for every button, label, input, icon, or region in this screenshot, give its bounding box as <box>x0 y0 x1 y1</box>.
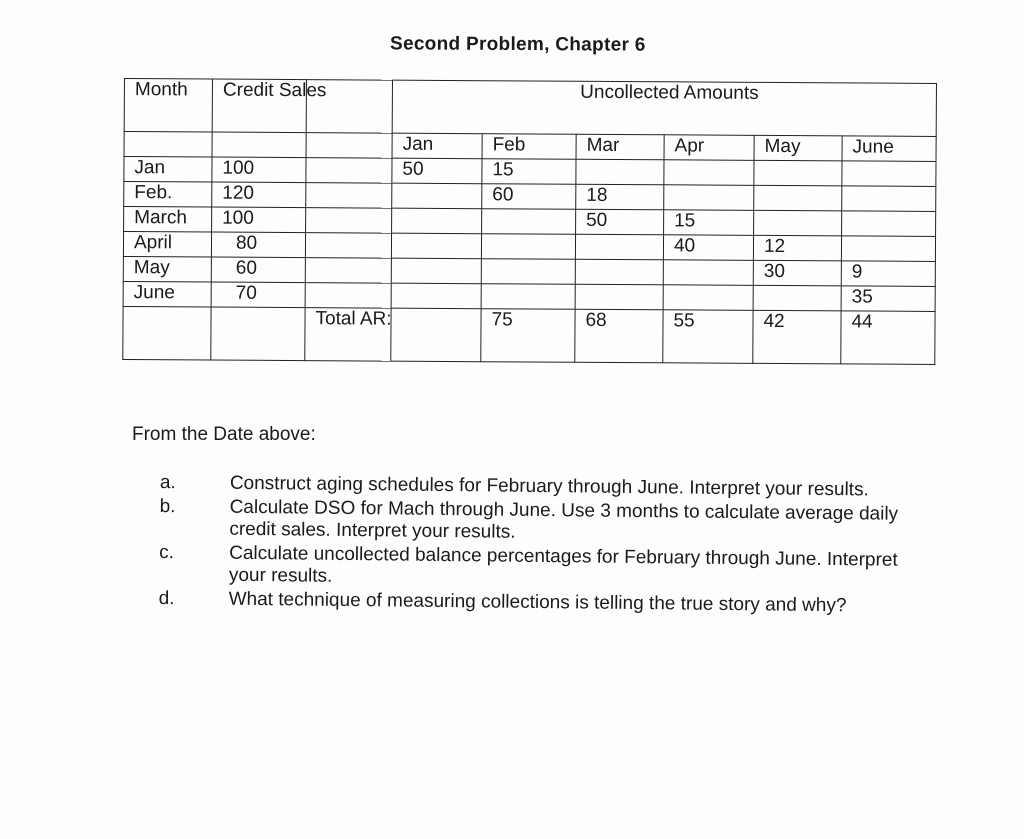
cell <box>842 161 936 187</box>
list-item <box>159 542 939 594</box>
row-month: June <box>123 281 211 307</box>
question-letter: b. <box>159 495 176 518</box>
ar-table-wrapper <box>122 78 938 383</box>
col-month-apr: Apr <box>664 135 754 161</box>
question-letter: d. <box>158 587 175 610</box>
cell <box>754 210 842 236</box>
col-month-feb: Feb <box>482 134 576 160</box>
total-row <box>123 306 935 364</box>
row-sales: 70 <box>211 282 305 308</box>
cell <box>753 285 841 311</box>
cell <box>663 260 753 286</box>
col-month-jan: Jan <box>392 133 482 159</box>
list-item <box>159 496 939 548</box>
cell: 30 <box>753 260 841 286</box>
cell <box>664 185 754 211</box>
cell: 18 <box>576 184 664 210</box>
row-month: April <box>123 232 211 258</box>
cell: 12 <box>753 235 841 261</box>
cell <box>391 233 481 259</box>
cell <box>391 258 481 284</box>
cell: 50 <box>576 209 664 235</box>
total-cell: 44 <box>841 311 935 365</box>
question-text: Construct aging schedules for February through June. Interpret your results. <box>229 472 869 501</box>
cell <box>576 159 664 185</box>
cell: 50 <box>392 158 482 184</box>
question-text: Calculate DSO for Mach through June. Use 3 months to calculate average daily credit sales. Interpret your results. <box>229 496 899 543</box>
total-ar-label: Total AR: <box>305 308 391 362</box>
row-month: May <box>123 256 211 282</box>
row-sales: 120 <box>212 182 306 208</box>
row-sales: 100 <box>212 207 306 233</box>
cell <box>391 283 481 309</box>
cell <box>481 284 575 310</box>
page-title: Second Problem, Chapter 6 <box>389 33 646 56</box>
row-month: Jan <box>124 157 212 183</box>
cell <box>575 284 663 310</box>
question-text: Calculate uncollected balance percentages for February through June. Interpret your results. <box>228 542 898 587</box>
cell: 15 <box>482 159 576 185</box>
col-month-mar: Mar <box>576 134 664 160</box>
cell <box>575 259 663 285</box>
question-letter: c. <box>159 541 175 564</box>
cell <box>754 185 842 211</box>
cell <box>841 236 935 262</box>
col-month-may: May <box>754 135 842 161</box>
cell <box>481 234 575 260</box>
cell: 60 <box>482 184 576 210</box>
header-credit-sales: Credit Sales <box>212 79 306 133</box>
row-sales: 60 <box>211 257 305 283</box>
cell: 15 <box>664 210 754 236</box>
row-sales: 100 <box>212 157 306 183</box>
cell: 40 <box>663 235 753 261</box>
intro-text: From the Date above: <box>132 424 316 445</box>
question-text: What technique of measuring collections is telling the true story and why? <box>228 588 847 617</box>
cell <box>575 234 663 260</box>
cell: 9 <box>841 261 935 287</box>
total-cell: 68 <box>575 309 663 363</box>
row-month: Feb. <box>124 182 212 208</box>
cell <box>842 186 936 212</box>
total-cell: 42 <box>753 310 841 364</box>
cell <box>842 211 936 237</box>
cell <box>482 209 576 235</box>
col-month-june: June <box>842 136 936 162</box>
cell <box>392 208 482 234</box>
cell: 35 <box>841 286 935 312</box>
question-letter: a. <box>159 472 176 494</box>
cell <box>392 183 482 209</box>
total-cell <box>391 308 481 362</box>
cell <box>663 285 753 311</box>
total-cell: 75 <box>481 309 575 363</box>
cell <box>754 160 842 186</box>
cell <box>481 259 575 285</box>
row-month: March <box>124 207 212 233</box>
row-sales: 80 <box>211 232 305 258</box>
total-cell: 55 <box>663 310 753 364</box>
question-list <box>159 472 940 620</box>
header-uncollected-amounts: Uncollected Amounts <box>392 80 936 136</box>
uncollected-amounts-table <box>122 78 937 365</box>
header-month: Month <box>124 79 212 133</box>
header-row <box>124 79 936 137</box>
cell <box>664 160 754 186</box>
